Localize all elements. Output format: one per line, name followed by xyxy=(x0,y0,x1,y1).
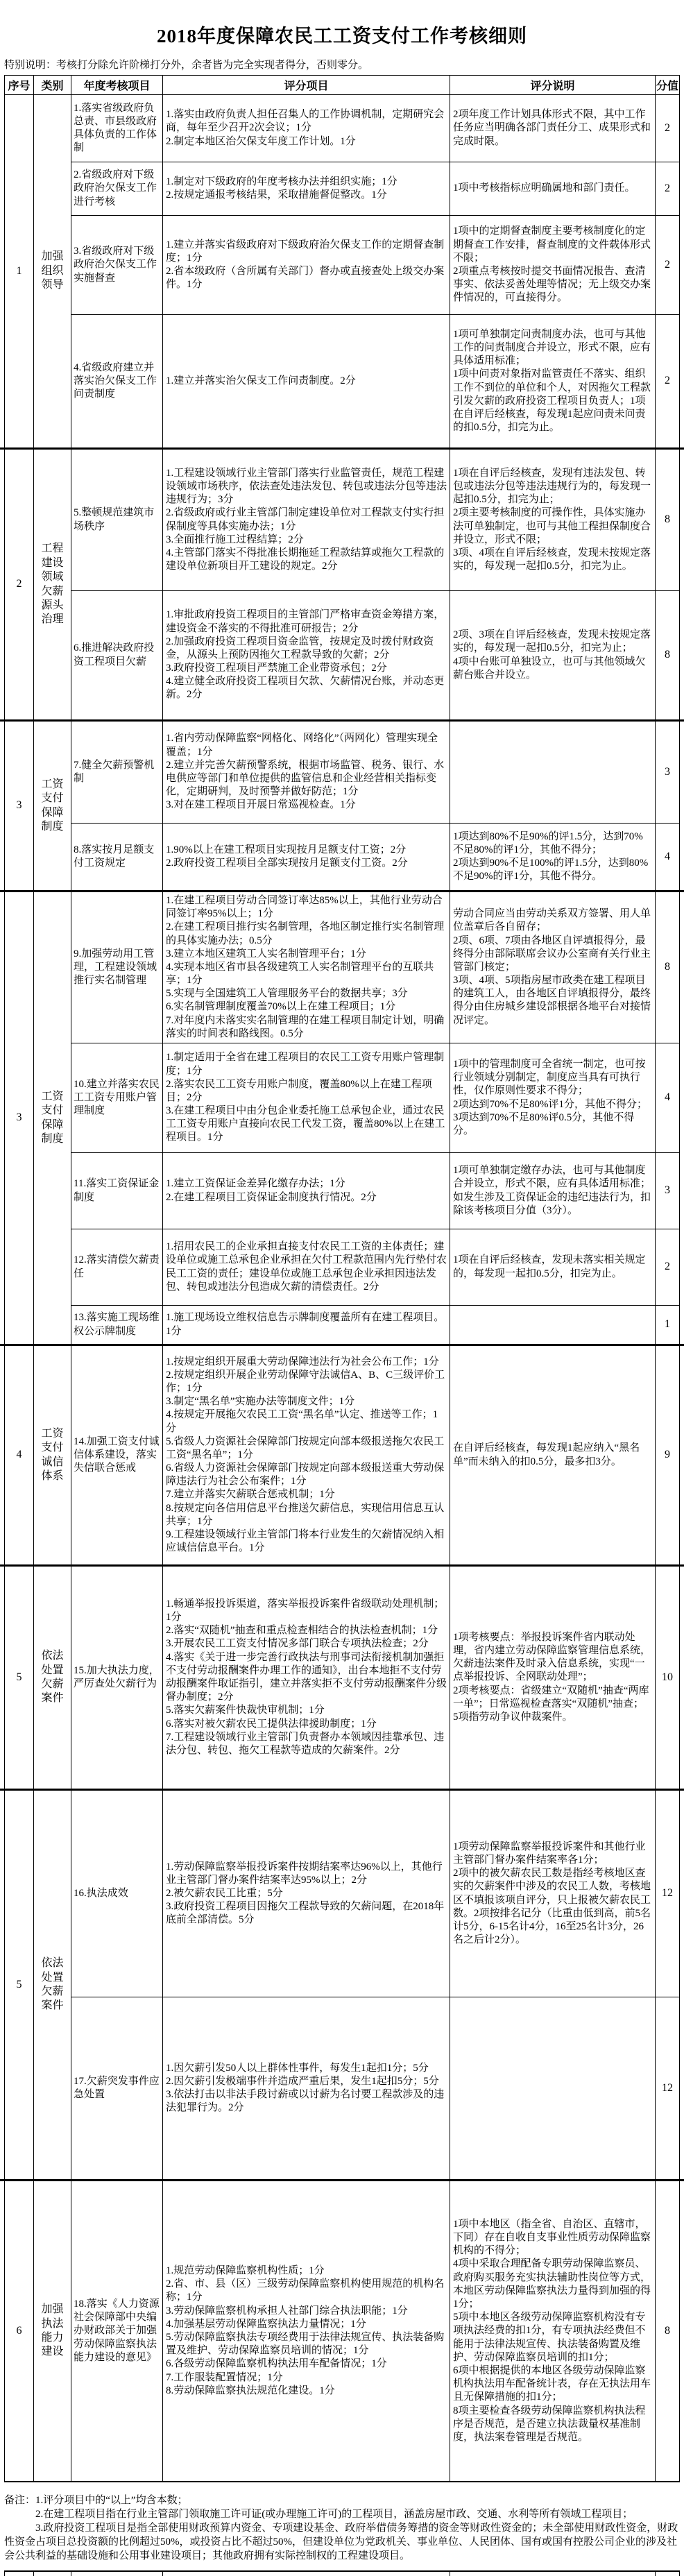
scoring-line: 2.按规定通报考核结果，采取措施督促整改。1分 xyxy=(166,189,387,201)
scoring-cell xyxy=(163,315,450,447)
scoring-cell xyxy=(163,1229,450,1306)
score-cell: 8 xyxy=(656,892,679,1043)
explain-cell xyxy=(450,1791,656,1997)
item-cell: 17.欠薪突发事件应急处置 xyxy=(71,1997,163,2179)
col-header-scoring-item: 评分项目 xyxy=(163,76,450,95)
explain-line: 在自评后经核查，每发现1起应纳入“黑名单”而未纳入的扣0.5分，最多扣3分。 xyxy=(453,1442,640,1467)
scoring-line: 2.省、市、县（区）三级劳动保障监察机构使用规范的机构名称；1分 xyxy=(166,2278,445,2303)
scoring-line: 8.劳动保障监察执法规范化建设。1分 xyxy=(166,2385,335,2396)
explain-line: 1项劳动保障监察举报投诉案件和其他行业主管部门督办案件结案率各1分； xyxy=(453,1841,646,1866)
explain-cell xyxy=(450,162,656,216)
category-cell: 依法处置欠薪案件 xyxy=(34,1567,71,1789)
explain-line: 2项、6项、7项由各地区自评填报得分，最终得分由部际联席会议办公室商有关行业主管部门核定； xyxy=(453,935,651,973)
scoring-line: 2.被欠薪农民工比重；5分 xyxy=(166,1887,283,1899)
footnote-line: 3.政府投资工程项目是指全部使用财政预算内资金、专项建设基金、政府举借债务筹措的资金等财政性资金的；未全部使用财政性资金，财政性资金占项目总投资额的比例超过50%，或投资占比不超过50%，但建设单位为党政机关、事业单位、人民团体、国有或国有控股公司企业的涉及社会公共利益的基础设施和公用事业建设项目；其他政府拥有实际控制权的工程建设项目。 xyxy=(4,2523,678,2561)
category-cell: 工资支付诚信体系 xyxy=(34,1346,71,1564)
table-block xyxy=(5,95,679,447)
item-cell: 14.加强工资支付诚信体系建设，落实失信联合惩戒 xyxy=(71,1346,163,1564)
item-cell: 1.落实省级政府负总责、市县级政府具体负责的工作体制 xyxy=(71,95,163,162)
table-block xyxy=(5,722,679,890)
scoring-cell xyxy=(163,216,450,315)
scoring-line: 2.在建工程项目工资保证金制度执行情况。2分 xyxy=(166,1191,377,1203)
explain-line: 1项在自评后经核查，发现有违法发包、转包或违法分包等违法违规行为的，每发现一起扣0.5分，扣完为止； xyxy=(453,467,651,506)
explain-line: 1项中本地区（指全省、自治区、直辖市，下同）存在自收自支事业性质劳动保障监察机构的不得分； xyxy=(453,2218,651,2257)
item-cell: 8.落实按月足额支付工资规定 xyxy=(71,824,163,890)
scoring-line: 4.按规定开展拖欠农民工工资“黑名单”认定、推送等工作；1分 xyxy=(166,1409,438,1434)
explain-cell xyxy=(450,1229,656,1306)
explain-line: 1项可单独制定缴存办法，也可与其他制度合并设立，形式不限，应有具体适用标准； xyxy=(453,1165,651,1190)
scoring-line: 3.开展农民工工资支付情况多部门联合专项执法检查；2分 xyxy=(166,1638,429,1650)
score-cell: 8 xyxy=(656,450,679,591)
scoring-line: 2.省级政府或行业主管部门制定建设单位对工程款支付实行担保制度等具体实施办法；1分 xyxy=(166,507,445,532)
scoring-line: 1.制定适用于全省在建工程项目的农民工工资专用账户管理制度；1分 xyxy=(166,1052,445,1077)
item-cell: 18.落实《人力资源社会保障部中央编办财政部关于加强劳动保障监察执法能力建设的意见》 xyxy=(71,2181,163,2481)
table-body xyxy=(5,95,679,2481)
item-cell: 16.执法成效 xyxy=(71,1791,163,1997)
score-cell: 8 xyxy=(665,2324,670,2337)
scoring-line: 1.落实由政府负责人担任召集人的工作协调机制，定期研究会商，每年至少召开2次会议；1分 xyxy=(166,109,445,134)
scoring-line: 1.审批政府投资工程项目的主管部门严格审查资金筹措方案，建设资金不落实的不得批准可研报告；2分 xyxy=(166,609,445,634)
explain-line: 1项考核要点：举报投诉案件省内联动处理，省内建立劳动保障监察管理信息系统，欠薪违法案件及时录入信息系统，实现“一点举报投诉、全网联动处理”； xyxy=(453,1631,651,1683)
explain-line: 1项中的定期督查制度主要考核制度化的定期督查工作安排，督查制度的文件载体形式不限； xyxy=(453,225,651,264)
score-cell: 2 xyxy=(656,216,679,315)
col-header-score: 分值 xyxy=(656,76,679,95)
item-cell: 5.整顿规范建筑市场秩序 xyxy=(71,450,163,591)
col-header-scoring-note: 评分说明 xyxy=(450,76,656,95)
category-cell: 工程建设领域欠薪源头治理 xyxy=(34,450,71,719)
table-header-row xyxy=(5,76,679,95)
explain-line: 2项、3项在自评后经核查，发现未按规定落实的，每发现一起扣0.5分，扣完为止； xyxy=(453,629,651,654)
assessment-table xyxy=(4,75,680,2482)
scoring-line: 2.建立并完善欠薪预警系统，根据市场监管、税务、银行、水电供应等部门和单位提供的监管信息和企业经营相关指标变化，定期研判，及时预警并做好防范；1分 xyxy=(166,759,445,798)
scoring-line: 5.实现与全国建筑工人管理服务平台的数据共享；3分 xyxy=(166,988,408,1000)
item-cell: 4.省级政府建立并落实治欠保支工作问责制度 xyxy=(71,315,163,447)
scoring-cell xyxy=(163,162,450,216)
score-cell: 4 xyxy=(656,1043,679,1153)
scoring-cell xyxy=(163,1997,450,2179)
scoring-line: 6.实名制管理制度覆盖70%以上在建工程项目；1分 xyxy=(166,1001,396,1013)
item-cell: 7.健全欠薪预警机制 xyxy=(71,722,163,824)
seq-cell: 5 xyxy=(5,1791,34,2179)
explain-line: 8项主要检查各级劳动保障监察机构执法程序是否规范，是否建立执法裁量权基准制度，执法案卷管理是否规范。 xyxy=(453,2405,646,2443)
explain-line: 2项达到90%不足100%的评1.5分，达到80%不足90%的评1分，其他不得分。 xyxy=(453,858,649,882)
scoring-line: 3.劳动保障监察机构承担人社部门综合执法职能；1分 xyxy=(166,2305,408,2317)
scoring-line: 6.落实对被欠薪农民工提供法律援助制度；1分 xyxy=(166,1718,377,1730)
scoring-line: 3.政府投资工程项目因拖欠工程款导致的欠薪问题，在2018年底前全部清偿。5分 xyxy=(166,1901,445,1926)
explain-line: 5项中本地区各级劳动保障监察机构没有专项执法经费的扣1分，有专项执法经费但不能用于法律法规宣传、执法装备购置及维护、劳动保障监察员培训的扣1分； xyxy=(453,2312,646,2363)
seq-cell: 1 xyxy=(5,95,34,447)
scoring-cell xyxy=(163,2181,450,2481)
item-cell: 10.建立并落实农民工工资专用账户管理制度 xyxy=(71,1043,163,1153)
score-cell: 10 xyxy=(662,1671,673,1683)
next-table-column-stub xyxy=(163,2572,450,2576)
item-cell: 6.推进解决政府投资工程项目欠薪 xyxy=(71,591,163,719)
scoring-line: 4.实现本地区省市县各级建筑工人实名制管理平台的互联共享；1分 xyxy=(166,961,434,987)
scoring-cell xyxy=(163,722,450,824)
scoring-line: 1.工程建设领域行业主管部门落实行业监管责任，规范工程建设领域市场秩序，依法查处违法发包、转包或违法分包等违法违规行为；3分 xyxy=(166,467,447,506)
scoring-line: 4.加强基层劳动保障监察执法力量情况；1分 xyxy=(166,2318,366,2330)
explain-cell xyxy=(450,1997,656,2179)
scoring-line: 5.劳动保障监察执法专项经费用于法律法规宣传、执法装备购置及维护、劳动保障监察员培训的情况；1分 xyxy=(166,2332,445,2357)
scoring-cell xyxy=(163,95,450,162)
score-cell: 12 xyxy=(662,2081,673,2094)
scoring-line: 1.在建工程项目劳动合同签订率达85%以上，其他行业劳动合同签订率95%以上；1分 xyxy=(166,894,443,920)
scoring-line: 5.落实欠薪案件快裁快审机制；1分 xyxy=(166,1705,325,1716)
scoring-line: 2.按规定组织开展企业劳动保障守法诚信A、B、C三级评价工作；1分 xyxy=(166,1369,445,1394)
category-cell: 加强组织领导 xyxy=(34,95,71,447)
next-table-column-stub xyxy=(34,2572,71,2576)
scoring-line: 2.制定本地区治欠保支年度工作计划。1分 xyxy=(166,135,356,147)
scoring-line: 2.省本级政府（含所属有关部门）督办或直接查处上级交办案件。1分 xyxy=(166,266,445,291)
scoring-line: 1.按规定组织开展重大劳动保障违法行为社会公布工作；1分 xyxy=(166,1356,439,1367)
scoring-line: 1.建立并落实治欠保支工作问责制度。2分 xyxy=(166,375,356,386)
explain-cell xyxy=(450,1153,656,1229)
score-cell: 2 xyxy=(665,375,670,387)
scoring-cell xyxy=(163,450,450,591)
explain-cell xyxy=(450,450,656,591)
category-cell: 加强执法能力建设 xyxy=(34,2181,71,2481)
scoring-line: 1.建立并落实省级政府对下级政府治欠保支工作的定期督查制度；1分 xyxy=(166,239,445,264)
item-cell: 12.落实清偿欠薪责任 xyxy=(71,1229,163,1306)
scoring-line: 7.工作服装配置情况；1分 xyxy=(166,2371,283,2383)
scoring-cell xyxy=(163,892,450,1043)
item-cell: 3.省级政府对下级政府治欠保支工作实施督查 xyxy=(71,216,163,315)
col-header-category: 类别 xyxy=(34,76,71,95)
footnote-line: 备注：1.评分项目中的“以上”均含本数； xyxy=(4,2495,188,2506)
scoring-line: 2.在建工程项目推行实名制管理，各地区制定推行实名制管理的具体实施办法；0.5分 xyxy=(166,921,445,946)
explain-cell xyxy=(450,2181,656,2481)
footnote xyxy=(4,2493,680,2563)
explain-cell xyxy=(450,1306,656,1344)
item-cell: 2.省级政府对下级政府治欠保支工作进行考核 xyxy=(71,162,163,216)
explain-line: 1项中的管理制度可全省统一制定，也可按行业领域分别制定，制度应当具有可执行性，仅作原则性要求不得分； xyxy=(453,1058,646,1097)
explain-line: 1项达到80%不足90%的评1.5分，达到70%不足80%的评1分，其他不得分； xyxy=(453,830,643,855)
seq-cell: 5 xyxy=(5,1567,34,1789)
score-cell: 9 xyxy=(665,1449,670,1461)
explain-cell xyxy=(450,591,656,719)
scoring-line: 6.省级人力资源社会保障部门按规定向部本级报送重大劳动保障违法行为社会公布案件；1分 xyxy=(166,1462,445,1487)
scoring-line: 3.政府投资工程项目严禁施工企业带资承包；2分 xyxy=(166,663,387,674)
score-cell: 1 xyxy=(665,1318,670,1331)
item-cell: 9.加强劳动用工管理，工程建设领域推行实名制管理 xyxy=(71,892,163,1043)
next-table-column-stub xyxy=(656,2572,679,2576)
explain-line: 劳动合同应当由劳动关系双方签署、用人单位盖章后各自留存； xyxy=(453,908,651,933)
score-cell: 12 xyxy=(656,1791,679,1997)
scoring-line: 1.因欠薪引发50人以上群体性事件，每发生1起扣1分；5分 xyxy=(166,2062,429,2074)
col-header-seq: 序号 xyxy=(5,76,34,95)
scoring-line: 7.建立并落实欠薪联合惩戒机制；1分 xyxy=(166,1489,335,1501)
next-table-column-stub xyxy=(450,2572,656,2576)
scoring-line: 3.建立本地区建筑工人实名制管理平台；1分 xyxy=(166,948,366,959)
scoring-cell xyxy=(163,1306,450,1344)
seq-cell: 6 xyxy=(5,2181,34,2481)
scoring-line: 3.在建工程项目中由分包企业委托施工总承包企业，通过农民工工资专用账户直接向农民工代发工资，覆盖80%以上在建工程项目。1分 xyxy=(166,1105,445,1143)
next-page-table-top xyxy=(4,2570,680,2576)
explain-line: 4项中台账可单独设立，也可与其他领域欠薪台账合并设立。 xyxy=(453,656,646,681)
explain-cell xyxy=(450,824,656,890)
explain-line: 5项指劳动争议仲裁案件。 xyxy=(453,1711,573,1723)
scoring-line: 1.制定对下级政府的年度考核办法并组织实施；1分 xyxy=(166,176,397,187)
score-cell: 2 xyxy=(656,162,679,216)
scoring-line: 1.施工现场设立维权信息告示牌制度覆盖所有在建工程项目。1分 xyxy=(166,1312,445,1337)
table-block xyxy=(5,450,679,719)
score-cell: 8 xyxy=(665,649,670,661)
explain-line: 2项年度工作计划具体形式不限，其中工作任务应当明确各部门责任分工、成果形式和完成时限。 xyxy=(453,109,651,147)
scoring-cell xyxy=(163,824,450,890)
item-cell: 13.落实施工现场维权公示牌制度 xyxy=(71,1306,163,1344)
scoring-line: 1.招用农民工的企业承担直接支付农民工工资的主体责任；建设单位或施工总承包企业承担在欠付工程款范围内先行垫付农民工工资的责任；建设单位或施工总承包企业承担因违法发包、转包或违法分包造成欠薪的清偿责任。2分 xyxy=(166,1241,447,1293)
scoring-line: 1.规范劳动保障监察机构性质；1分 xyxy=(166,2265,325,2277)
explain-line: 2项达到70%不足80%评1分，其他不得分； xyxy=(453,1098,647,1110)
score-cell: 2 xyxy=(656,95,679,162)
explain-cell xyxy=(450,216,656,315)
table-block xyxy=(5,1346,679,1564)
col-header-item: 年度考核项目 xyxy=(71,76,163,95)
scoring-line: 2.加强政府投资工程项目资金监管，按规定及时拨付财政资金，从源头上预防因拖欠工程款导致的欠薪；2分 xyxy=(166,636,434,660)
explain-line: 1项在自评后经核查，发现未落实相关规定的，每发现一起扣0.5分，扣完为止。 xyxy=(453,1254,646,1279)
explain-line: 6项中根据提供的本地区各级劳动保障监察机构执法用车配备统计表，存在无执法用车且无保障措施的扣1分； xyxy=(453,2364,651,2403)
scoring-line: 2.落实“双随机”抽查和重点检查相结合的执法检查机制；1分 xyxy=(166,1625,438,1637)
scoring-line: 2.政府投资工程项目全部实现按月足额支付工资。2分 xyxy=(166,858,408,869)
explain-line: 2项中的被欠薪农民工数是指经考核地区查实的欠薪案件中涉及的农民工人数，考核地区不填报该项自评分，只上报被欠薪农民工数。2项按排名记分（比重由低到高，前5名计5分，6-15名计4分，16至25名计3分，26名之后计2分）。 xyxy=(453,1868,651,1946)
category-cell: 工资支付保障制度 xyxy=(34,722,71,890)
category-cell: 工资支付保障制度 xyxy=(34,892,71,1344)
explain-cell xyxy=(450,722,656,824)
scoring-line: 3.对在建工程项目开展日常巡视检查。1分 xyxy=(166,799,356,811)
page-title: 2018年度保障农民工工资支付工作考核细则 xyxy=(157,26,527,46)
explain-cell xyxy=(450,1346,656,1564)
scoring-line: 8.按规定向各信用信息平台推送欠薪信息，实现信用信息互认共享；1分 xyxy=(166,1502,445,1527)
score-cell: 3 xyxy=(656,1153,679,1229)
scoring-line: 1.畅通举报投诉渠道，落实举报投诉案件省级联动处理机制；1分 xyxy=(166,1598,445,1623)
scoring-line: 2.因欠薪引发极端事件并造成严重后果，发生1起扣5分；5分 xyxy=(166,2075,439,2087)
scoring-line: 3.全面推行施工过程结算；2分 xyxy=(166,534,304,545)
next-table-column-stub xyxy=(5,2572,34,2576)
scoring-line: 3.制定“黑名单”实施办法等制度文件；1分 xyxy=(166,1396,355,1408)
scoring-line: 2.落实农民工工资专用账户制度，覆盖80%以上在建工程项目；2分 xyxy=(166,1078,432,1103)
scoring-line: 4.主管部门落实不得批准长期拖延工程款结算或拖欠工程款的建设单位新项目开工建设的规定。2分 xyxy=(166,547,445,572)
seq-cell: 2 xyxy=(5,450,34,719)
explain-cell xyxy=(450,1567,656,1789)
explain-line: 1项可单独制定问责制度办法，也可与其他工作的问责制度合并设立，形式不限，应有具体适用标准； xyxy=(453,328,651,367)
explain-line: 如发生涉及工资保证金的违纪违法行为，扣除该考核项目分值（3分）。 xyxy=(453,1191,651,1216)
scoring-line: 1.省内劳动保障监察“网格化、网络化”（两网化）管理实现全覆盖；1分 xyxy=(166,733,438,758)
score-cell: 3 xyxy=(656,722,679,824)
scoring-cell xyxy=(163,1346,450,1564)
table-block xyxy=(5,892,679,1344)
scoring-line: 3.依法打击以非法手段讨薪或以讨薪为名讨要工程款涉及的违法犯罪行为。2分 xyxy=(166,2089,445,2114)
explain-line: 4项中采取合理配备专职劳动保障监察员、政府购买服务充实执法辅助性岗位等方式，本地区劳动保障监察执法力量得到加强的得1分； xyxy=(453,2258,651,2310)
explain-line: 2项重点考核按时提交书面情况报告、查清事实、依法妥善处理等情况；无上级交办案件情况的，可直接得分。 xyxy=(453,266,651,304)
scoring-cell xyxy=(163,591,450,719)
scoring-line: 1.90%以上在建工程项目实现按月足额支付工资；2分 xyxy=(166,844,407,855)
item-cell: 15.加大执法力度，严厉查处欠薪行为 xyxy=(71,1567,163,1789)
scoring-line: 7.工程建设领域行业主管部门负责督办本领域因挂靠承包、违法分包、转包、拖欠工程款等造成的欠薪案件。2分 xyxy=(166,1731,445,1756)
table-block xyxy=(5,1567,679,1789)
explain-line: 2项考核要点：省级建立“双随机”抽查“两库一单”；日常巡视检查落实“双随机”抽查； xyxy=(453,1684,649,1709)
footnote-line: 2.在建工程项目指在行业主管部门领取施工许可证(或办理施工许可)的工程项目，涵盖房屋市政、交通、水利等所有领域工程项目； xyxy=(35,2509,633,2520)
scoring-line: 1.建立工资保证金差异化缴存办法；1分 xyxy=(166,1178,345,1190)
scoring-cell xyxy=(163,1043,450,1153)
scoring-line: 4.建立健全政府投资工程项目欠款、欠薪情况台账，并动态更新。2分 xyxy=(166,676,445,701)
scoring-line: 9.工程建设领域行业主管部门将本行业发生的欠薪情况纳入相应诚信信息平台。1分 xyxy=(166,1529,445,1554)
scoring-line: 4.落实《关于进一步完善行政执法与刑事司法衔接机制加强拒不支付劳动报酬案件办理工作的通知》，出台本地拒不支付劳动报酬案件取证指引，建立并落实拒不支付劳动报酬案件分级督办制度；2分 xyxy=(166,1651,447,1703)
explain-cell xyxy=(450,1043,656,1153)
explain-line: 3项达到70%不足80%评0.5分，其他不得分。 xyxy=(453,1111,635,1136)
category-cell: 依法处置欠薪案件 xyxy=(34,1791,71,2179)
explain-cell xyxy=(450,892,656,1043)
explain-line: 3项、4项、5项指房屋市政类在建工程项目的建筑工人，由各地区自评填报得分，最终得分由住房城乡建设部根据各地平台对接情况评定。 xyxy=(453,975,651,1026)
explain-line: 1项中考核指标应明确属地和部门责任。 xyxy=(453,182,635,194)
explain-line: 1项中问责对象指对监管责任不落实、组织工作不到位的单位和个人，对因拖欠工程款引发欠薪的政府投资工程项目负责人；1项在自评后经核查，每发现1起应问责未问责的扣0.5分，扣完为止。 xyxy=(453,368,651,434)
scoring-line: 6.各级劳动保障监察机构执法用车配备情况；1分 xyxy=(166,2358,387,2370)
item-cell: 11.落实工资保证金制度 xyxy=(71,1153,163,1229)
explain-line: 2项主要考核制度的可操作性，具体实施办法可单独制定，也可与其他工程担保制度合并设立，形式不限； xyxy=(453,507,651,545)
scoring-cell xyxy=(163,1567,450,1789)
explain-line: 3项、4项在自评后经核查，发现未按规定落实的，每发现一起扣0.5分，扣完为止。 xyxy=(453,547,651,572)
table-block xyxy=(5,1791,679,2179)
explain-cell xyxy=(450,95,656,162)
explain-cell xyxy=(450,315,656,447)
scoring-line: 1.劳动保障监察举报投诉案件按期结案率达96%以上，其他行业主管部门督办案件结案率达95%以上；2分 xyxy=(166,1861,443,1886)
seq-cell: 3 xyxy=(5,892,34,1344)
score-cell: 4 xyxy=(665,850,670,862)
score-cell: 2 xyxy=(656,1229,679,1306)
scoring-cell xyxy=(163,1153,450,1229)
special-note: 特别说明：考核打分除允许阶梯打分外，余者皆为完全实现者得分，否则零分。 xyxy=(4,60,369,71)
scoring-line: 5.省级人力资源社会保障部门按规定向部本级报送拖欠农民工工资“黑名单”；1分 xyxy=(166,1435,445,1460)
next-table-column-stub xyxy=(71,2572,163,2576)
seq-cell: 4 xyxy=(5,1346,34,1564)
scoring-cell xyxy=(163,1791,450,1997)
table-block xyxy=(5,2181,679,2481)
seq-cell: 3 xyxy=(5,722,34,890)
scoring-line: 7.对年度内未落实实名制管理的在建工程项目制定计划，明确落实的时间表和路线图。0.5分 xyxy=(166,1014,445,1039)
